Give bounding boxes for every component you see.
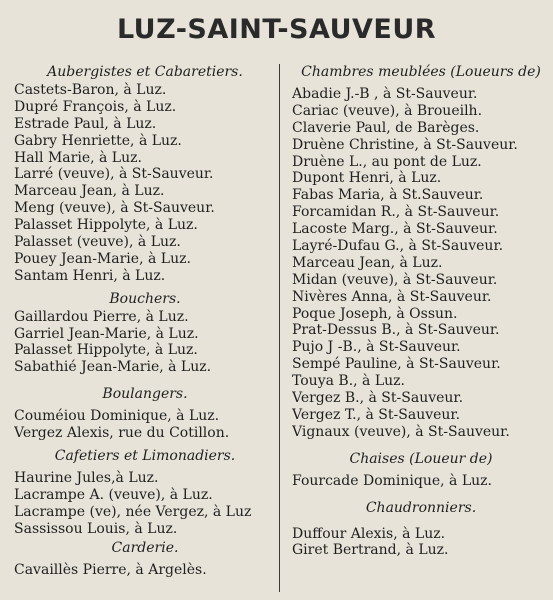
- list-item: Estrade Paul, à Luz.: [14, 115, 157, 132]
- section-heading-chambres: Chambres meublées (Loueurs de): [301, 64, 541, 80]
- list-item: Palasset Hippolyte, à Luz.: [14, 342, 198, 359]
- list-item: Pouey Jean-Marie, à Luz.: [14, 250, 191, 267]
- list-item: Gaillardou Pierre, à Luz.: [14, 308, 189, 325]
- list-item: Duffour Alexis, à Luz.: [292, 525, 446, 542]
- list-item: Lacrampe A. (veuve), à Luz.: [14, 486, 213, 503]
- list-item: Palasset Hippolyte, à Luz.: [14, 217, 198, 234]
- list-item: Dupont Henri, à Luz.: [292, 170, 442, 187]
- section-heading-chaudronniers: Chaudronniers.: [365, 499, 477, 516]
- list-item: Vergez Alexis, rue du Cotillon.: [14, 425, 230, 442]
- left-column: [14, 62, 276, 578]
- right-column: [292, 62, 550, 559]
- column-divider: [279, 64, 280, 592]
- list-item: Sabathié Jean-Marie, à Luz.: [14, 359, 212, 376]
- list-item: Sassissou Louis, à Luz.: [14, 520, 178, 537]
- section-heading-carderie: Carderie.: [111, 539, 179, 556]
- list-item: Sempé Pauline, à St-Sauveur.: [292, 356, 501, 373]
- list-item: Poque Joseph, à Ossun.: [292, 305, 458, 322]
- page-title: LUZ-SAINT-SAUVEUR: [116, 14, 437, 45]
- list-item: Abadie J.-B , à St-Sauveur.: [292, 86, 478, 102]
- list-item: Layré-Dufau G., à St-Sauveur.: [292, 238, 504, 255]
- list-item: Vergez T., à St-Sauveur.: [292, 406, 461, 423]
- list-item: Vergez B., à St-Sauveur.: [292, 390, 464, 407]
- section-heading-cafetiers: Cafetiers et Limonadiers.: [54, 448, 236, 465]
- list-item: Nivères Anna, à St-Sauveur.: [292, 288, 492, 305]
- list-item: Vignaux (veuve), à St-Sauveur.: [292, 423, 510, 440]
- list-item: Palasset (veuve), à Luz.: [14, 234, 181, 251]
- list-item: Claverie Paul, de Barèges.: [292, 119, 480, 136]
- list-item: Marceau Jean, à Luz.: [292, 254, 443, 271]
- section-heading-bouchers: Bouchers.: [109, 290, 181, 307]
- section-heading-aubergistes: Aubergistes et Cabaretiers.: [47, 64, 243, 80]
- list-item: Fabas Maria, à St.Sauveur.: [292, 187, 484, 204]
- list-item: Druène Christine, à St-Sauveur.: [292, 136, 518, 153]
- list-item: Cavaillès Pierre, à Argelès.: [14, 561, 207, 578]
- list-item: Couméiou Dominique, à Luz.: [14, 408, 220, 425]
- list-item: Hall Marie, à Luz.: [14, 149, 142, 166]
- list-item: Lacrampe (ve), née Vergez, à Luz: [14, 503, 252, 520]
- list-item: Santam Henri, à Luz.: [14, 267, 166, 284]
- list-item: Meng (veuve), à St-Sauveur.: [14, 200, 215, 217]
- list-item: Druène L., au pont de Luz.: [292, 153, 482, 170]
- list-item: Midan (veuve), à St-Sauveur.: [292, 271, 498, 288]
- list-item: Haurine Jules,à Luz.: [14, 470, 159, 487]
- list-item: Cariac (veuve), à Broueilh.: [292, 102, 483, 119]
- list-item: Forcamidan R., à St-Sauveur.: [292, 204, 500, 221]
- list-item: Marceau Jean, à Luz.: [14, 183, 165, 200]
- list-item: Pujo J -B., à St-Sauveur.: [292, 339, 461, 356]
- list-item: Castets-Baron, à Luz.: [14, 82, 167, 98]
- list-item: Touya B., à Luz.: [292, 373, 405, 390]
- list-item: Giret Bertrand, à Luz.: [292, 542, 449, 559]
- list-item: Dupré François, à Luz.: [14, 98, 177, 115]
- list-item: Fourcade Dominique, à Luz.: [292, 472, 492, 489]
- list-item: Garriel Jean-Marie, à Luz.: [14, 325, 199, 342]
- list-item: Larré (veuve), à St-Sauveur.: [14, 166, 214, 183]
- section-heading-boulangers: Boulangers.: [102, 386, 188, 403]
- section-heading-chaises: Chaises (Loueur de): [349, 450, 493, 467]
- list-item: Prat-Dessus B., à St-Sauveur.: [292, 322, 500, 339]
- list-item: Lacoste Marg., à St-Sauveur.: [292, 221, 498, 238]
- list-item: Gabry Henriette, à Luz.: [14, 132, 182, 149]
